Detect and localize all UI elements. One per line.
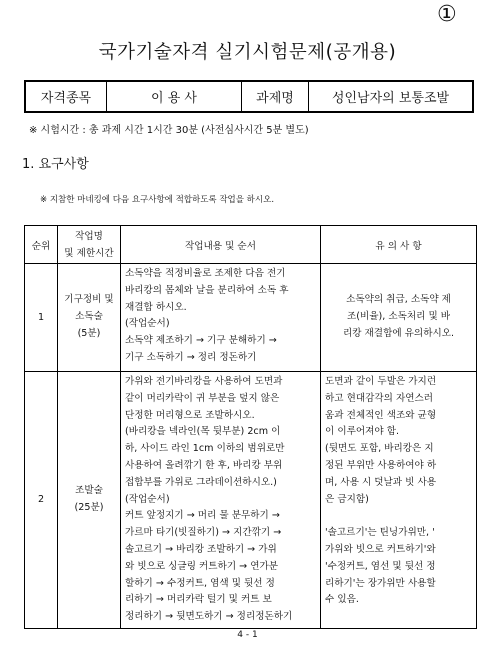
task-value: 성인남자의 보통조발 [331,91,450,106]
task-line: 조발술 [75,485,103,497]
content-line: (작업순서) [125,493,170,505]
notes-line: 움과 전체적인 색조와 균형 [325,409,437,421]
row-task [58,264,121,372]
content-line: 와 빗으로 싱글링 커트하기 → 연가분 [125,560,279,572]
page-marker: ① [437,2,457,27]
category-label: 자격종목 [26,82,107,111]
notes-line [325,508,472,525]
exam-info-table [24,80,474,113]
content-line: 소독약을 적정비율로 조제한 다음 전기 [125,268,286,279]
row-task [58,372,121,629]
notes-line: 하고 현대감각의 자연스러 [325,392,434,404]
section-instruction: ※ 지참한 마네킹에 다음 요구사항에 적합하도록 작업을 하시오. [40,195,275,205]
header-task-line1: 작업명 [75,230,103,242]
notes-line: 리하기'는 장가위만 사용할 [325,577,436,589]
content-line: 기구 소독하기 → 정리 정돈하기 [125,351,257,363]
notes-line: 조(비율), 소독처리 및 바 [346,311,451,323]
content-line: 리하기 → 머리카락 털기 및 커트 보 [125,594,272,606]
content-line: (작업순서) [125,318,170,330]
content-line: 할하기 → 수정커트, 염색 및 뒷선 정 [125,577,275,589]
notes-line: '솔고르기'는 틴닝가위만, ' [325,527,435,539]
content-line: 재결합 하시오. [125,301,187,313]
notes-line: '수정커트, 염선 및 뒷선 정 [325,560,436,572]
content-line: 소독약 제조하기 → 기구 분해하기 → [125,335,277,347]
notes-line: 가위와 빗으로 커트하기'와 [325,543,436,555]
page-number: 4 - 1 [237,630,258,640]
content-line: 가위와 전기바리캉을 사용하여 도면과 [125,376,283,387]
notes-line: 이 이루어져야 함. [325,426,400,438]
header-task-time [58,226,121,264]
row-notes [321,264,477,372]
content-line: 같이 머리카락이 귀 부분을 덮지 않은 [125,392,280,404]
notes-line: 소독약의 취급, 소독약 제 [346,294,451,306]
notes-line: (뒷면도 포함, 바리캉은 지 [325,443,434,455]
content-line: 하, 사이드 라인 1cm 이하의 범위로만 [125,443,285,455]
table-header-row [25,226,477,264]
content-line: (바리캉을 넥라인(목 뒷부분) 2cm 이 [125,426,281,438]
notes-line: 리캉 재결합에 유의하시오. [342,327,455,339]
requirements-table [24,225,477,629]
document-title: 국가기술자격 실기시험문제(공개용) [98,42,397,63]
content-line: 접합부를 가위로 그라데이션하시오.) [125,476,277,488]
task-line: (5분) [77,327,101,339]
row-notes [321,372,477,629]
header-content: 작업내용 및 순서 [121,226,321,264]
row-no: 2 [25,372,58,629]
header-task-line2: 및 제한시간 [64,247,114,259]
task-line: (25분) [74,501,104,513]
row-no: 1 [25,264,58,372]
notes-line: 며, 사용 시 덧날과 빗 사용 [325,476,436,488]
content-line: 커트 앞정지기 → 머리 물 분무하기 → [125,510,280,522]
notes-line: 수 있음. [325,594,359,606]
exam-time-note: ※ 시험시간 : 총 과제 시간 1시간 30분 (사전심사시간 5분 별도) [29,125,309,136]
task-label: 과제명 [242,82,309,111]
content-line: 정리하기 → 뒷면도하기 → 정리정돈하기 [125,611,293,623]
category-value: 이 용 사 [107,82,242,111]
notes-line: 도면과 같이 두발은 가지런 [325,376,437,387]
section-title: 1. 요구사항 [22,157,89,172]
table-row [25,264,477,372]
content-line: 단정한 머리형으로 조발하시오. [125,409,255,421]
content-line: 바리캉의 몸체와 날을 분리하여 소독 후 [125,284,289,296]
notes-line: 정된 부위만 사용하여야 하 [325,459,437,471]
notes-line: 은 금지함) [325,493,369,505]
content-line: 가르마 타기(빗질하기) → 지간깎기 → [125,527,282,539]
content-line: 사용하여 올려깎기 한 후, 바리캉 부위 [125,459,283,471]
header-no: 순위 [25,226,58,264]
row-content [121,372,321,629]
header-notes: 유 의 사 항 [321,226,477,264]
table-row [25,372,477,629]
row-content [121,264,321,372]
content-line: 솔고르기 → 바리캉 조발하기 → 가위 [125,543,277,555]
task-line: 소독술 [75,311,103,323]
task-line: 기구정비 및 [64,294,114,306]
